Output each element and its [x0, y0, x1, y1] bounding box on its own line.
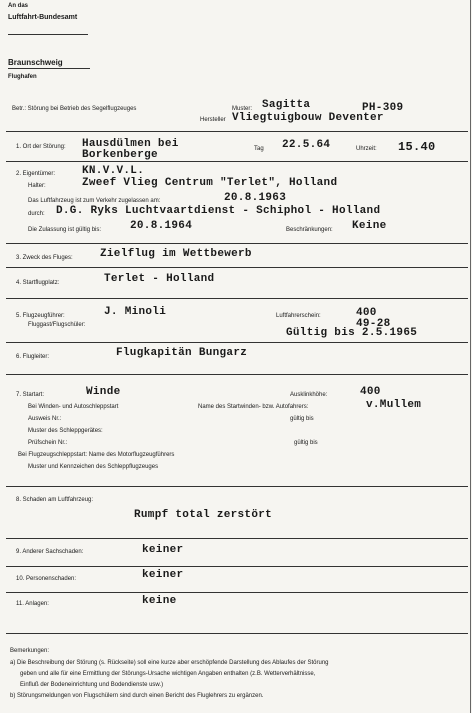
startart-value: Winde: [86, 386, 121, 398]
divider: [6, 298, 468, 299]
divider: [6, 243, 468, 244]
schein-value-2: 49-28: [356, 318, 391, 330]
ausweis-label: Ausweis Nr.:: [28, 416, 62, 422]
s11-label: 11. Anlagen:: [16, 601, 49, 607]
s11-value: keine: [142, 595, 177, 607]
s1-label: 1. Ort der Störung:: [16, 144, 66, 150]
hersteller-value: Vliegtuigbouw Deventer: [232, 112, 384, 124]
s1-value-1: Hausdülmen bei: [82, 138, 179, 150]
notes-title: Bemerkungen:: [10, 648, 50, 654]
s6-label: 6. Flugleiter:: [16, 354, 50, 360]
fuehrer-value: J. Minoli: [104, 306, 167, 318]
pruef-label: Prüfschein Nr.:: [28, 440, 68, 446]
registration-value: PH-309: [362, 102, 404, 114]
schein-gueltig: Gültig bis 2.5.1965: [286, 327, 418, 339]
gueltig-label: Die Zulassung ist gültig bis:: [28, 227, 102, 233]
ausklink-label: Ausklinkhöhe:: [290, 392, 328, 398]
halter-value: Zweef Vlieg Centrum "Terlet", Holland: [82, 177, 338, 189]
schein-value-1: 400: [356, 307, 377, 319]
uhrzeit-value: 15.40: [398, 140, 436, 154]
s4-label: 4. Startflugplatz:: [16, 280, 60, 286]
uhrzeit-label: Uhrzeit:: [356, 146, 377, 152]
muster-value: Sagitta: [262, 99, 311, 111]
kennzeichen-label: Muster und Kennzeichen des Schleppflugzeuges: [28, 464, 159, 470]
divider: [6, 131, 468, 132]
divider: [6, 633, 468, 634]
s1-value-2: Borkenberge: [82, 149, 158, 161]
header-city-underline: [8, 68, 90, 69]
eigentuemer-value: KN.V.V.L.: [82, 165, 145, 177]
s3-label: 3. Zweck des Fluges:: [16, 255, 73, 261]
tag-label: Tag: [254, 146, 264, 152]
divider: [6, 592, 468, 593]
divider: [6, 486, 468, 487]
header-to: An das: [8, 3, 29, 9]
winden-label: Bei Winden- und Autoschleppstart: [28, 404, 119, 410]
divider: [6, 566, 468, 567]
s8-label: 8. Schaden am Luftfahrzeug:: [16, 497, 94, 503]
schein-label: Luftfahrerschein:: [276, 313, 321, 319]
schlepp-muster-label: Muster des Schleppgerätes:: [28, 428, 103, 434]
ausweis-gueltig-label: gültig bis: [290, 416, 314, 422]
hersteller-label: Hersteller: [200, 117, 226, 123]
durch-value: D.G. Ryks Luchtvaartdienst - Schiphol - Holland: [56, 205, 381, 217]
notes-a-line1: a) Die Beschreibung der Störung (s. Rückseite) soll eine kurze aber erschöpfende Darstellung des Ablaufes der Störung: [10, 660, 329, 666]
divider: [6, 538, 468, 539]
s4-value: Terlet - Holland: [104, 273, 215, 285]
divider: [6, 161, 468, 162]
flz-schlepp-label: Bei Flugzeugschleppstart: Name des Motorflugzeugführers: [18, 452, 175, 458]
eigentuemer-label: 2. Eigentümer:: [16, 171, 56, 177]
s9-label: 9. Anderer Sachschaden:: [16, 549, 84, 555]
halter-label: Halter:: [28, 183, 46, 189]
s10-value: keiner: [142, 569, 184, 581]
s10-label: 10. Personenschaden:: [16, 576, 77, 582]
divider: [6, 342, 468, 343]
muster-label: Muster:: [232, 106, 253, 112]
durch-label: durch:: [28, 211, 45, 217]
s9-value: keiner: [142, 544, 184, 556]
fahrer-label: Name des Startwinden- bzw. Autofahrers:: [198, 404, 309, 410]
ausklink-value: 400: [360, 386, 381, 398]
s8-value: Rumpf total zerstört: [134, 509, 273, 521]
header-airport: Flughafen: [8, 74, 37, 80]
betr-label: Betr.: Störung bei Betrieb des Segelflugzeuges: [12, 106, 137, 112]
beschraenkungen-label: Beschränkungen:: [286, 227, 333, 233]
header-city: Braunschweig: [8, 58, 63, 67]
header-authority: Luftfahrt-Bundesamt: [8, 14, 78, 21]
notes-a-line2: geben und alle für eine Ermittlung der Störungs-Ursache wichtigen Angaben enthalten (z.B. Wetterverhältnisse,: [20, 671, 316, 677]
fahrer-value: v.Mullem: [366, 399, 422, 411]
divider: [6, 374, 468, 375]
divider: [6, 267, 468, 268]
s3-value: Zielflug im Wettbewerb: [100, 248, 252, 260]
tag-value: 22.5.64: [282, 139, 331, 151]
gueltig-value: 20.8.1964: [130, 220, 193, 232]
fluggast-label: Fluggast/Flugschüler:: [28, 322, 86, 328]
fuehrer-label: 5. Flugzeugführer:: [16, 313, 65, 319]
zugelassen-value: 20.8.1963: [224, 192, 287, 204]
zugelassen-label: Das Luftfahrzeug ist zum Verkehr zugelassen am:: [28, 198, 161, 204]
notes-b-line1: b) Störungsmeldungen von Flugschülern sind durch einen Bericht des Fluglehrers zu ergänzen.: [10, 693, 264, 699]
beschraenkungen-value: Keine: [352, 220, 387, 232]
notes-a-line3: Einfluß der Bodeneinrichtung und Bodendienste usw.): [20, 682, 164, 688]
startart-label: 7. Startart:: [16, 392, 45, 398]
right-edge-line: [470, 0, 471, 713]
pruef-gueltig-label: gültig bis: [294, 440, 318, 446]
s6-value: Flugkapitän Bungarz: [116, 347, 248, 359]
